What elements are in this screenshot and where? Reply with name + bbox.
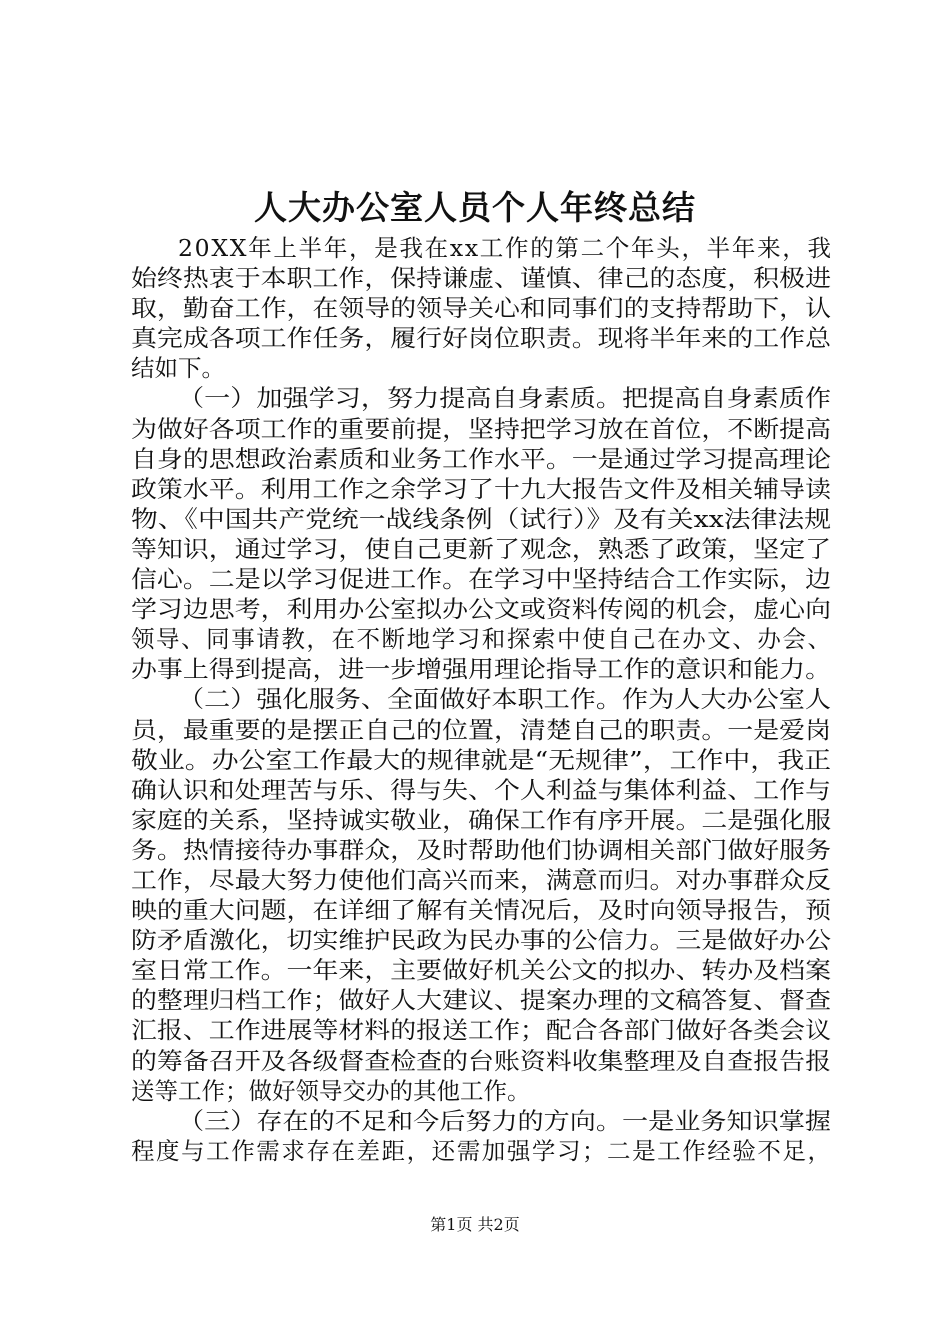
text-line: 员，最重要的是摆正自己的位置，清楚自己的职责。一是爱岗 [131,715,831,744]
text-line: 20XX年上半年，是我在xx工作的第二个年头，半年来，我 [178,234,833,262]
text-line: 的整理归档工作；做好人大建议、提案办理的文稿答复、督查 [131,986,831,1015]
text-line: 领导、同事请教，在不断地学习和探索中使自己在办文、办会、 [131,625,833,654]
text-line: 自身的思想政治素质和业务工作水平。一是通过学习提高理论 [131,444,831,473]
text-line: 送等工作；做好领导交办的其他工作。 [131,1076,531,1105]
text-line: 工作，尽最大努力使他们高兴而来，满意而归。对办事群众反 [131,865,831,894]
text-line: 防矛盾激化，切实维护民政为民办事的公信力。三是做好办公 [131,926,831,955]
text-line: 政策水平。利用工作之余学习了十九大报告文件及相关辅导读 [131,474,831,503]
text-line: 真完成各项工作任务，履行好岗位职责。现将半年来的工作总 [131,324,831,353]
text-line: 信心。二是以学习促进工作。在学习中坚持结合工作实际，边 [131,565,831,594]
text-line: （一）加强学习，努力提高自身素质。把提高自身素质作 [178,384,832,413]
text-line: 敬业。办公室工作最大的规律就是“无规律”，工作中，我正 [131,745,831,774]
text-line: 为做好各项工作的重要前提，坚持把学习放在首位，不断提高 [131,414,831,443]
text-line: 取，勤奋工作，在领导的领导关心和同事们的支持帮助下，认 [131,294,831,323]
text-line: 家庭的关系，坚持诚实敬业，确保工作有序开展。二是强化服 [131,805,831,834]
text-line: （二）强化服务、全面做好本职工作。作为人大办公室人 [178,685,832,714]
text-line: 学习边思考，利用办公室拟办公文或资料传阅的机会，虚心向 [131,595,831,624]
text-line: 室日常工作。一年来，主要做好机关公文的拟办、转办及档案 [131,956,831,985]
document-title: 人大办公室人员个人年终总结 [254,188,696,227]
text-line: （三）存在的不足和今后努力的方向。一是业务知识掌握 [178,1106,832,1135]
text-line: 结如下。 [131,354,225,383]
text-line: 确认识和处理苦与乐、得与失、个人利益与集体利益、工作与 [131,775,831,804]
text-line: 始终热衷于本职工作，保持谦虚、谨慎、律己的态度，积极进 [131,264,831,293]
document-body [131,233,831,1166]
text-line: 办事上得到提高，进一步增强用理论指导工作的意识和能力。 [131,655,831,684]
text-line: 的筹备召开及各级督查检查的台账资料收集整理及自查报告报 [131,1046,831,1075]
text-line: 映的重大问题，在详细了解有关情况后，及时向领导报告，预 [131,896,831,925]
text-line: 程度与工作需求存在差距，还需加强学习；二是工作经验不足， [131,1136,833,1165]
text-line: 务。热情接待办事群众，及时帮助他们协调相关部门做好服务 [131,835,831,864]
text-line: 等知识，通过学习，使自己更新了观念，熟悉了政策，坚定了 [131,534,831,563]
text-line: 汇报、工作进展等材料的报送工作；配合各部门做好各类会议 [131,1016,831,1045]
text-line: 物、《中国共产党统一战线条例（试行）》及有关xx法律法规 [131,504,831,533]
page-footer: 第1页 共2页 [430,1215,520,1234]
